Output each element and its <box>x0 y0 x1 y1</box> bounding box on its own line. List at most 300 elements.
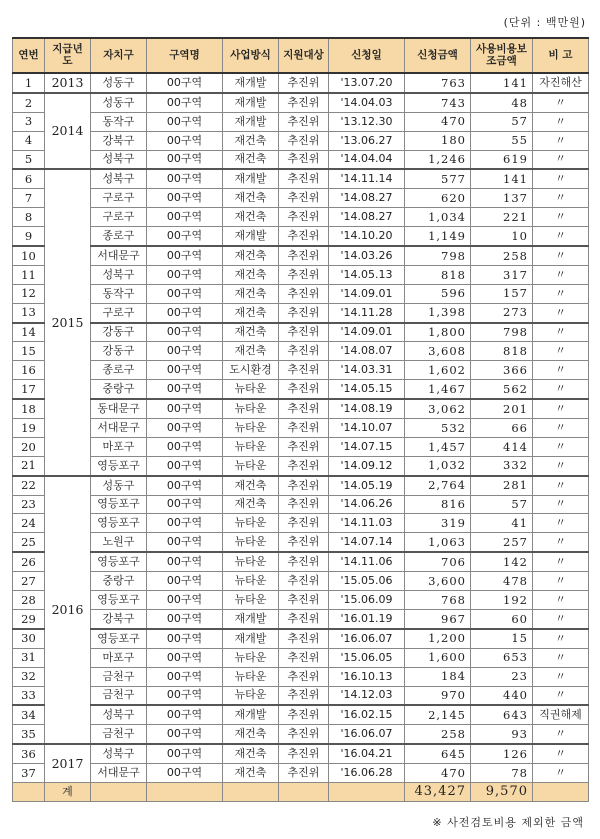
method-cell: 뉴타운 <box>223 399 279 418</box>
subsidy-cell: 273 <box>471 303 533 322</box>
table-row <box>13 246 589 265</box>
gu-cell: 금천구 <box>91 667 147 686</box>
no-cell: 35 <box>13 725 45 744</box>
table-row <box>13 380 589 399</box>
target-cell: 추진위 <box>279 744 329 763</box>
target-cell: 추진위 <box>279 265 329 284</box>
no-cell: 11 <box>13 265 45 284</box>
date-cell: '14.11.14 <box>329 169 405 188</box>
method-cell: 재개발 <box>223 227 279 246</box>
method-cell: 재건축 <box>223 284 279 303</box>
zone-cell: 00구역 <box>147 744 223 763</box>
gu-cell: 성북구 <box>91 265 147 284</box>
date-cell: '15.06.09 <box>329 591 405 610</box>
method-cell: 재개발 <box>223 93 279 112</box>
zone-cell: 00구역 <box>147 169 223 188</box>
header-row <box>13 38 589 73</box>
date-cell: '16.02.15 <box>329 705 405 724</box>
amount-cell: 258 <box>405 725 471 744</box>
gu-cell: 영등포구 <box>91 629 147 648</box>
method-cell: 재개발 <box>223 73 279 93</box>
date-cell: '14.09.01 <box>329 284 405 303</box>
gu-cell: 영등포구 <box>91 591 147 610</box>
header-target: 지원대상 <box>279 38 329 73</box>
table-row <box>13 764 589 783</box>
zone-cell: 00구역 <box>147 93 223 112</box>
date-cell: '14.05.15 <box>329 380 405 399</box>
subsidy-cell: 57 <box>471 112 533 131</box>
target-cell: 추진위 <box>279 419 329 438</box>
date-cell: '16.06.28 <box>329 764 405 783</box>
no-cell: 25 <box>13 533 45 552</box>
total-empty-cell <box>147 782 223 801</box>
method-cell: 재건축 <box>223 323 279 342</box>
zone-cell: 00구역 <box>147 419 223 438</box>
target-cell: 추진위 <box>279 609 329 628</box>
note-cell: 〃 <box>533 686 589 705</box>
amount-cell: 3,600 <box>405 572 471 591</box>
date-cell: '14.11.06 <box>329 552 405 571</box>
subsidy-cell: 653 <box>471 648 533 667</box>
target-cell: 추진위 <box>279 667 329 686</box>
note-cell: 〃 <box>533 591 589 610</box>
note-cell: 〃 <box>533 131 589 150</box>
table-row <box>13 476 589 495</box>
amount-cell: 2,764 <box>405 476 471 495</box>
date-cell: '14.09.12 <box>329 456 405 475</box>
gu-cell: 동작구 <box>91 112 147 131</box>
table-row <box>13 93 589 112</box>
method-cell: 뉴타운 <box>223 648 279 667</box>
amount-cell: 1,457 <box>405 437 471 456</box>
subsidy-cell: 141 <box>471 169 533 188</box>
amount-cell: 1,200 <box>405 629 471 648</box>
target-cell: 추진위 <box>279 648 329 667</box>
date-cell: '16.06.07 <box>329 725 405 744</box>
total-no-cell <box>13 782 45 801</box>
amount-cell: 3,608 <box>405 342 471 361</box>
no-cell: 9 <box>13 227 45 246</box>
zone-cell: 00구역 <box>147 456 223 475</box>
gu-cell: 구로구 <box>91 303 147 322</box>
note-cell: 직권해제 <box>533 705 589 724</box>
target-cell: 추진위 <box>279 303 329 322</box>
gu-cell: 성북구 <box>91 744 147 763</box>
subsidy-cell: 221 <box>471 208 533 227</box>
table-row <box>13 399 589 418</box>
zone-cell: 00구역 <box>147 552 223 571</box>
table-row <box>13 667 589 686</box>
gu-cell: 종로구 <box>91 227 147 246</box>
table-row <box>13 342 589 361</box>
zone-cell: 00구역 <box>147 131 223 150</box>
gu-cell: 종로구 <box>91 361 147 380</box>
method-cell: 뉴타운 <box>223 437 279 456</box>
target-cell: 추진위 <box>279 533 329 552</box>
subsidy-cell: 332 <box>471 456 533 475</box>
no-cell: 33 <box>13 686 45 705</box>
date-cell: '14.10.07 <box>329 419 405 438</box>
year-cell: 2013 <box>45 73 91 93</box>
year-cell: 2014 <box>45 93 91 170</box>
no-cell: 31 <box>13 648 45 667</box>
note-cell: 〃 <box>533 609 589 628</box>
method-cell: 재개발 <box>223 112 279 131</box>
gu-cell: 영등포구 <box>91 456 147 475</box>
no-cell: 10 <box>13 246 45 265</box>
amount-cell: 816 <box>405 495 471 514</box>
gu-cell: 성동구 <box>91 93 147 112</box>
no-cell: 13 <box>13 303 45 322</box>
zone-cell: 00구역 <box>147 609 223 628</box>
no-cell: 5 <box>13 150 45 169</box>
note-cell: 〃 <box>533 667 589 686</box>
target-cell: 추진위 <box>279 476 329 495</box>
zone-cell: 00구역 <box>147 112 223 131</box>
subsidy-cell: 57 <box>471 495 533 514</box>
zone-cell: 00구역 <box>147 303 223 322</box>
gu-cell: 중랑구 <box>91 572 147 591</box>
total-amount: 43,427 <box>405 782 471 801</box>
subsidy-cell: 366 <box>471 361 533 380</box>
amount-cell: 1,800 <box>405 323 471 342</box>
target-cell: 추진위 <box>279 227 329 246</box>
zone-cell: 00구역 <box>147 73 223 93</box>
note-cell: 〃 <box>533 189 589 208</box>
amount-cell: 620 <box>405 189 471 208</box>
zone-cell: 00구역 <box>147 629 223 648</box>
date-cell: '14.05.19 <box>329 476 405 495</box>
target-cell: 추진위 <box>279 705 329 724</box>
header-method: 사업방식 <box>223 38 279 73</box>
date-cell: '16.01.19 <box>329 609 405 628</box>
zone-cell: 00구역 <box>147 725 223 744</box>
subsidy-cell: 281 <box>471 476 533 495</box>
note-cell: 〃 <box>533 323 589 342</box>
note-cell: 〃 <box>533 227 589 246</box>
zone-cell: 00구역 <box>147 380 223 399</box>
no-cell: 20 <box>13 437 45 456</box>
table-row <box>13 419 589 438</box>
target-cell: 추진위 <box>279 572 329 591</box>
subsidy-cell: 818 <box>471 342 533 361</box>
zone-cell: 00구역 <box>147 495 223 514</box>
no-cell: 29 <box>13 609 45 628</box>
table-row <box>13 265 589 284</box>
table-row <box>13 725 589 744</box>
table-row <box>13 131 589 150</box>
target-cell: 추진위 <box>279 591 329 610</box>
table-row <box>13 303 589 322</box>
gu-cell: 동작구 <box>91 284 147 303</box>
method-cell: 재건축 <box>223 131 279 150</box>
method-cell: 재건축 <box>223 189 279 208</box>
year-cell: 2016 <box>45 476 91 744</box>
zone-cell: 00구역 <box>147 437 223 456</box>
amount-cell: 596 <box>405 284 471 303</box>
target-cell: 추진위 <box>279 284 329 303</box>
amount-cell: 3,062 <box>405 399 471 418</box>
table-row <box>13 169 589 188</box>
date-cell: '14.03.31 <box>329 361 405 380</box>
total-empty-cell <box>223 782 279 801</box>
no-cell: 23 <box>13 495 45 514</box>
gu-cell: 성북구 <box>91 169 147 188</box>
subsidy-cell: 192 <box>471 591 533 610</box>
footnote: ※ 사전검토비용 제외한 금액 <box>432 816 584 829</box>
subsidy-cell: 41 <box>471 514 533 533</box>
amount-cell: 1,149 <box>405 227 471 246</box>
zone-cell: 00구역 <box>147 246 223 265</box>
zone-cell: 00구역 <box>147 514 223 533</box>
gu-cell: 성동구 <box>91 73 147 93</box>
amount-cell: 577 <box>405 169 471 188</box>
header-no: 연번 <box>13 38 45 73</box>
note-cell: 〃 <box>533 437 589 456</box>
table-row <box>13 648 589 667</box>
date-cell: '13.12.30 <box>329 112 405 131</box>
date-cell: '14.07.15 <box>329 437 405 456</box>
no-cell: 2 <box>13 93 45 112</box>
amount-cell: 818 <box>405 265 471 284</box>
date-cell: '15.06.05 <box>329 648 405 667</box>
date-cell: '14.08.27 <box>329 189 405 208</box>
zone-cell: 00구역 <box>147 342 223 361</box>
subsidy-cell: 137 <box>471 189 533 208</box>
year-cell: 2015 <box>45 169 91 475</box>
amount-cell: 743 <box>405 93 471 112</box>
total-empty-cell <box>91 782 147 801</box>
method-cell: 재건축 <box>223 476 279 495</box>
no-cell: 24 <box>13 514 45 533</box>
no-cell: 36 <box>13 744 45 763</box>
date-cell: '14.04.03 <box>329 93 405 112</box>
header-amount: 신청금액 <box>405 38 471 73</box>
date-cell: '14.06.26 <box>329 495 405 514</box>
date-cell: '14.09.01 <box>329 323 405 342</box>
amount-cell: 1,034 <box>405 208 471 227</box>
no-cell: 32 <box>13 667 45 686</box>
gu-cell: 중랑구 <box>91 380 147 399</box>
subsidy-cell: 23 <box>471 667 533 686</box>
gu-cell: 강동구 <box>91 342 147 361</box>
target-cell: 추진위 <box>279 208 329 227</box>
header-year: 지급년도 <box>45 38 91 73</box>
table-row <box>13 629 589 648</box>
date-cell: '14.08.19 <box>329 399 405 418</box>
total-label: 계 <box>45 782 91 801</box>
subsidy-cell: 93 <box>471 725 533 744</box>
no-cell: 7 <box>13 189 45 208</box>
note-cell: 〃 <box>533 764 589 783</box>
target-cell: 추진위 <box>279 93 329 112</box>
table-row <box>13 150 589 169</box>
method-cell: 재건축 <box>223 764 279 783</box>
note-cell: 〃 <box>533 265 589 284</box>
subsidy-cell: 157 <box>471 284 533 303</box>
gu-cell: 마포구 <box>91 437 147 456</box>
target-cell: 추진위 <box>279 112 329 131</box>
no-cell: 15 <box>13 342 45 361</box>
no-cell: 3 <box>13 112 45 131</box>
method-cell: 재건축 <box>223 246 279 265</box>
table-row <box>13 227 589 246</box>
target-cell: 추진위 <box>279 552 329 571</box>
total-row <box>13 782 589 801</box>
note-cell: 〃 <box>533 648 589 667</box>
zone-cell: 00구역 <box>147 323 223 342</box>
amount-cell: 1,467 <box>405 380 471 399</box>
no-cell: 19 <box>13 419 45 438</box>
zone-cell: 00구역 <box>147 705 223 724</box>
no-cell: 37 <box>13 764 45 783</box>
subsidy-cell: 142 <box>471 552 533 571</box>
table-row <box>13 609 589 628</box>
subsidy-cell: 201 <box>471 399 533 418</box>
gu-cell: 성북구 <box>91 705 147 724</box>
gu-cell: 금천구 <box>91 725 147 744</box>
amount-cell: 706 <box>405 552 471 571</box>
method-cell: 뉴타운 <box>223 456 279 475</box>
no-cell: 27 <box>13 572 45 591</box>
header-zone: 구역명 <box>147 38 223 73</box>
gu-cell: 강북구 <box>91 609 147 628</box>
no-cell: 4 <box>13 131 45 150</box>
method-cell: 재개발 <box>223 169 279 188</box>
subsidy-cell: 258 <box>471 246 533 265</box>
target-cell: 추진위 <box>279 73 329 93</box>
amount-cell: 1,246 <box>405 150 471 169</box>
subsidy-cell: 141 <box>471 73 533 93</box>
subsidy-cell: 15 <box>471 629 533 648</box>
method-cell: 재건축 <box>223 342 279 361</box>
method-cell: 재건축 <box>223 208 279 227</box>
amount-cell: 768 <box>405 591 471 610</box>
target-cell: 추진위 <box>279 456 329 475</box>
gu-cell: 서대문구 <box>91 764 147 783</box>
zone-cell: 00구역 <box>147 648 223 667</box>
table-row <box>13 189 589 208</box>
subsidy-cell: 440 <box>471 686 533 705</box>
method-cell: 재건축 <box>223 265 279 284</box>
total-empty-cell <box>533 782 589 801</box>
target-cell: 추진위 <box>279 169 329 188</box>
table-row <box>13 495 589 514</box>
amount-cell: 1,602 <box>405 361 471 380</box>
amount-cell: 184 <box>405 667 471 686</box>
note-cell: 〃 <box>533 150 589 169</box>
table-row <box>13 284 589 303</box>
table-row <box>13 73 589 93</box>
date-cell: '14.11.03 <box>329 514 405 533</box>
note-cell: 〃 <box>533 514 589 533</box>
method-cell: 뉴타운 <box>223 591 279 610</box>
method-cell: 뉴타운 <box>223 667 279 686</box>
no-cell: 26 <box>13 552 45 571</box>
target-cell: 추진위 <box>279 380 329 399</box>
amount-cell: 970 <box>405 686 471 705</box>
subsidy-cell: 317 <box>471 265 533 284</box>
zone-cell: 00구역 <box>147 189 223 208</box>
subsidy-cell: 562 <box>471 380 533 399</box>
gu-cell: 구로구 <box>91 189 147 208</box>
subsidy-cell: 798 <box>471 323 533 342</box>
target-cell: 추진위 <box>279 323 329 342</box>
no-cell: 18 <box>13 399 45 418</box>
subsidy-cell: 66 <box>471 419 533 438</box>
zone-cell: 00구역 <box>147 284 223 303</box>
zone-cell: 00구역 <box>147 686 223 705</box>
total-empty-cell <box>329 782 405 801</box>
note-cell: 〃 <box>533 361 589 380</box>
header-subsidy: 사용비용보조금액 <box>471 38 533 73</box>
gu-cell: 영등포구 <box>91 514 147 533</box>
table-row <box>13 437 589 456</box>
subsidy-cell: 414 <box>471 437 533 456</box>
total-subsidy: 9,570 <box>471 782 533 801</box>
gu-cell: 강동구 <box>91 323 147 342</box>
header-date: 신청일 <box>329 38 405 73</box>
date-cell: '14.05.13 <box>329 265 405 284</box>
gu-cell: 서대문구 <box>91 246 147 265</box>
amount-cell: 1,063 <box>405 533 471 552</box>
method-cell: 뉴타운 <box>223 380 279 399</box>
zone-cell: 00구역 <box>147 572 223 591</box>
subsidy-cell: 60 <box>471 609 533 628</box>
note-cell: 〃 <box>533 380 589 399</box>
note-cell: 〃 <box>533 246 589 265</box>
table-row <box>13 323 589 342</box>
gu-cell: 서대문구 <box>91 419 147 438</box>
gu-cell: 성동구 <box>91 476 147 495</box>
table-row <box>13 591 589 610</box>
note-cell: 〃 <box>533 744 589 763</box>
note-cell: 자진해산 <box>533 73 589 93</box>
zone-cell: 00구역 <box>147 764 223 783</box>
note-cell: 〃 <box>533 572 589 591</box>
date-cell: '13.07.20 <box>329 73 405 93</box>
zone-cell: 00구역 <box>147 208 223 227</box>
method-cell: 재개발 <box>223 609 279 628</box>
method-cell: 뉴타운 <box>223 533 279 552</box>
date-cell: '13.06.27 <box>329 131 405 150</box>
target-cell: 추진위 <box>279 361 329 380</box>
gu-cell: 성북구 <box>91 150 147 169</box>
table-row <box>13 208 589 227</box>
no-cell: 34 <box>13 705 45 724</box>
subsidy-cell: 257 <box>471 533 533 552</box>
header-gu: 자치구 <box>91 38 147 73</box>
subsidy-cell: 126 <box>471 744 533 763</box>
amount-cell: 763 <box>405 73 471 93</box>
table-row <box>13 456 589 475</box>
gu-cell: 구로구 <box>91 208 147 227</box>
method-cell: 도시환경 <box>223 361 279 380</box>
target-cell: 추진위 <box>279 437 329 456</box>
note-cell: 〃 <box>533 552 589 571</box>
subsidy-cell: 619 <box>471 150 533 169</box>
note-cell: 〃 <box>533 112 589 131</box>
no-cell: 1 <box>13 73 45 93</box>
total-empty-cell <box>279 782 329 801</box>
gu-cell: 영등포구 <box>91 495 147 514</box>
gu-cell: 노원구 <box>91 533 147 552</box>
amount-cell: 532 <box>405 419 471 438</box>
target-cell: 추진위 <box>279 246 329 265</box>
target-cell: 추진위 <box>279 686 329 705</box>
note-cell: 〃 <box>533 208 589 227</box>
date-cell: '14.11.28 <box>329 303 405 322</box>
